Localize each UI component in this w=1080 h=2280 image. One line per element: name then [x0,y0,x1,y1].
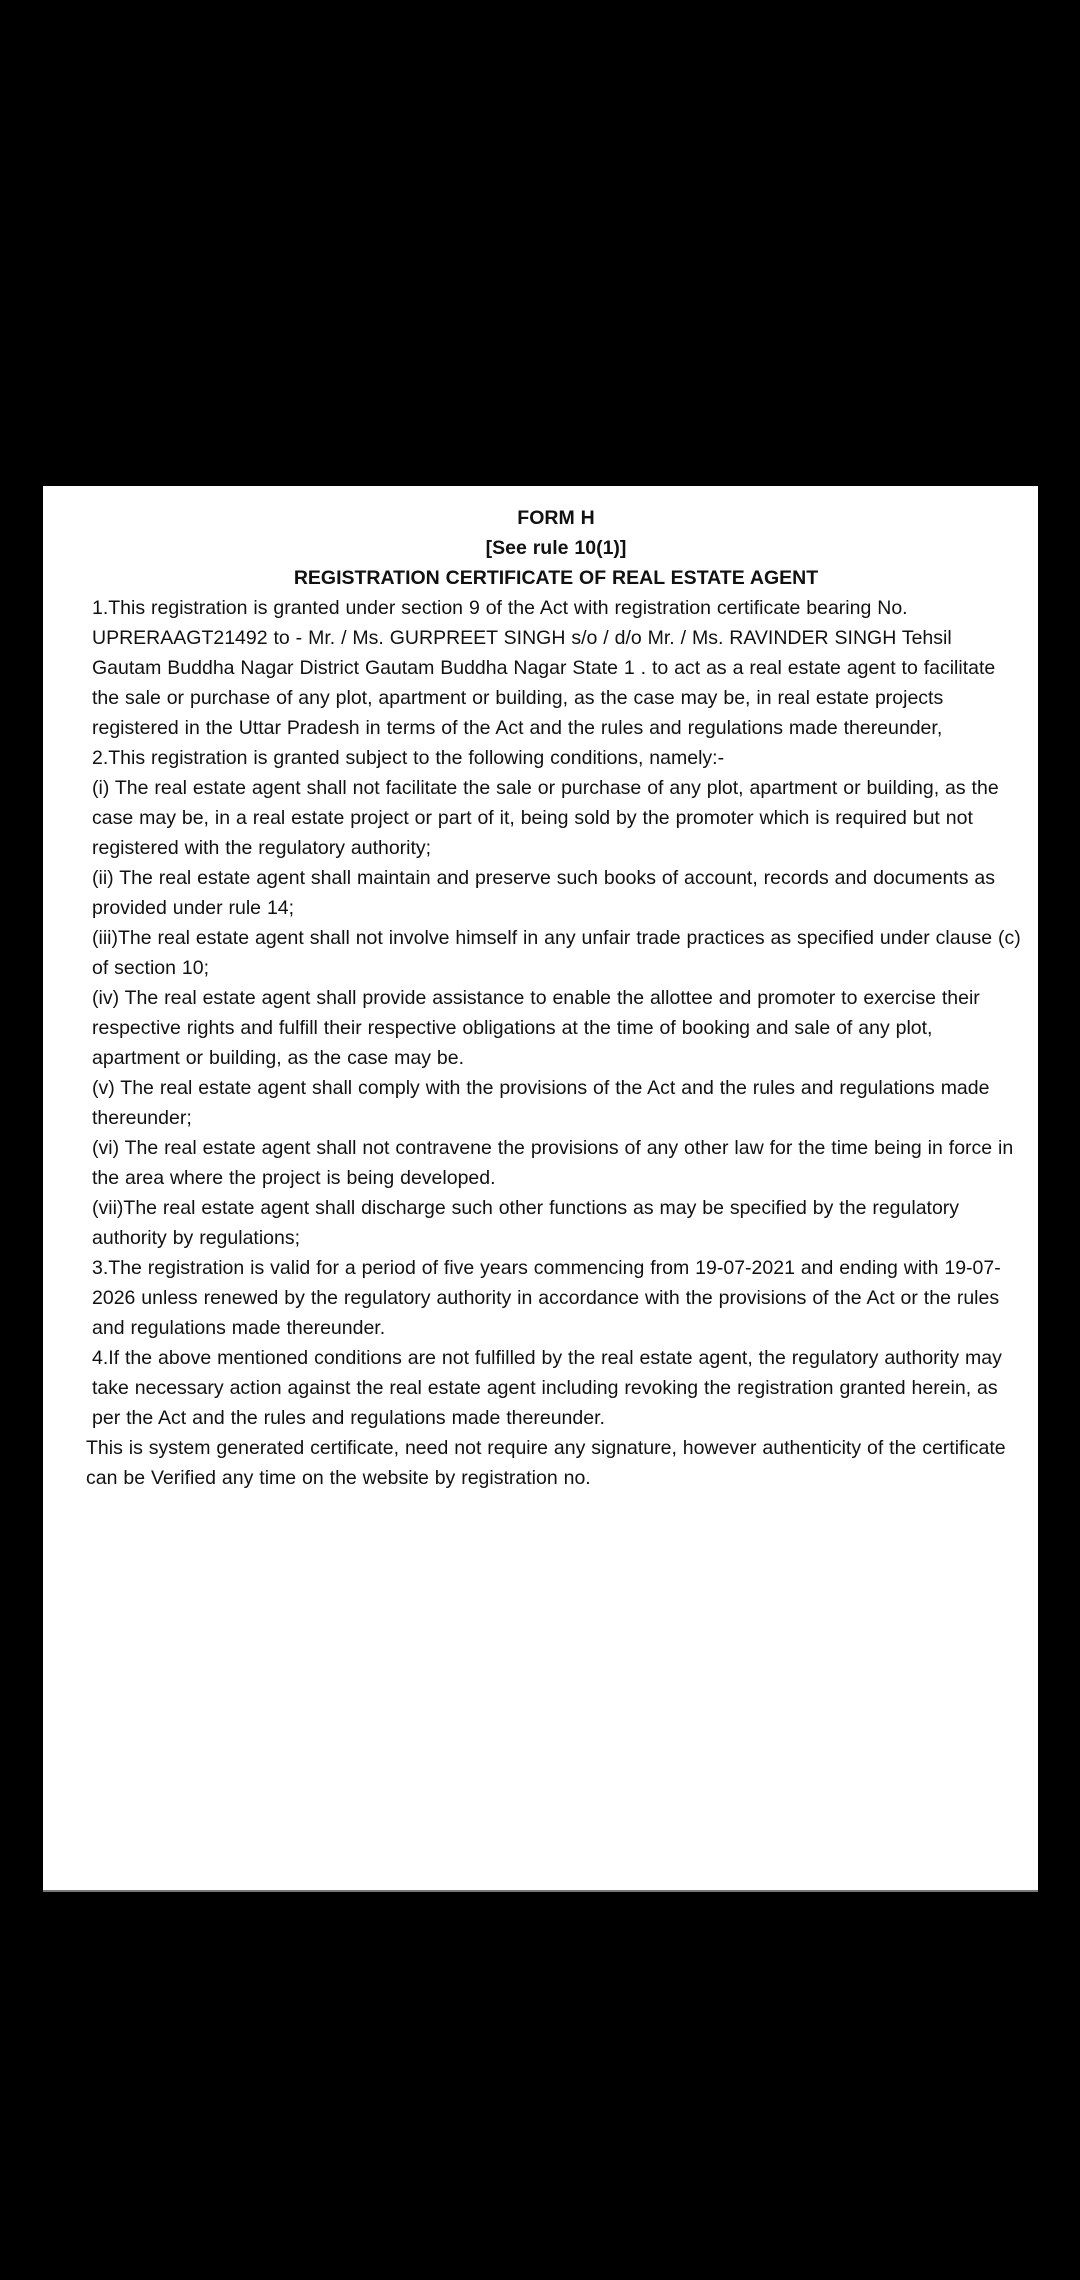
condition-iv: (iv) The real estate agent shall provide assistance to enable the allottee and promoter to exercise their respective rights and fulfill their respective obligations at the time of booking and sale of any plot, apartment or building, as the case may be. [92,987,980,1069]
condition-i: (i) The real estate agent shall not facilitate the sale or purchase of any plot, apartment or building, as the case may be, in a real estate project or part of it, being sold by the promoter which is required but not registered with the regulatory authority; [92,777,999,859]
paragraph-validity: 3.The registration is valid for a period of five years commencing from 19-07-2021 and ending with 19-07-2026 unless renewed by the regulatory authority in accordance with the provisions of the Act or the rules and regulations made thereunder. [92,1257,1001,1339]
certificate-document [43,486,1038,1892]
condition-iii: (iii)The real estate agent shall not involve himself in any unfair trade practices as specified under clause (c) of section 10; [92,927,1021,979]
rule-reference: [See rule 10(1)] [485,537,627,559]
certificate-heading: REGISTRATION CERTIFICATE OF REAL ESTATE AGENT [293,567,819,589]
paragraph-registration-grant: 1.This registration is granted under section 9 of the Act with registration certificate bearing No. UPRERAAGT21492 to - Mr. / Ms. GURPREET SINGH s/o / d/o Mr. / Ms. RAVINDER SINGH Tehsil Gautam Buddha Nagar District Gautam Buddha Nagar State 1 . to act as a real estate agent to facilitate the sale or purchase of any plot, apartment or building, as the case may be, in real estate projects registered in the Uttar Pradesh in terms of the Act and the rules and regulations made thereunder, [92,597,996,739]
condition-ii: (ii) The real estate agent shall maintain and preserve such books of account, records and documents as provided under rule 14; [92,867,995,919]
condition-vii: (vii)The real estate agent shall discharge such other functions as may be specified by the regulatory authority by regulations; [92,1197,960,1249]
paragraph-conditions-intro: 2.This registration is granted subject to the following conditions, namely:- [92,747,725,769]
form-title: FORM H [517,507,595,529]
footer-system-generated-note: This is system generated certificate, need not require any signature, however authenticity of the certificate can be Verified any time on the website by registration no. [86,1437,1006,1489]
condition-vi: (vi) The real estate agent shall not contravene the provisions of any other law for the time being in force in the area where the project is being developed. [92,1137,1014,1189]
paragraph-revocation: 4.If the above mentioned conditions are not fulfilled by the real estate agent, the regulatory authority may take necessary action against the real estate agent including revoking the registration granted herein, as per the Act and the rules and regulations made thereunder. [92,1347,1002,1429]
condition-v: (v) The real estate agent shall comply with the provisions of the Act and the rules and regulations made thereunder; [92,1077,990,1129]
